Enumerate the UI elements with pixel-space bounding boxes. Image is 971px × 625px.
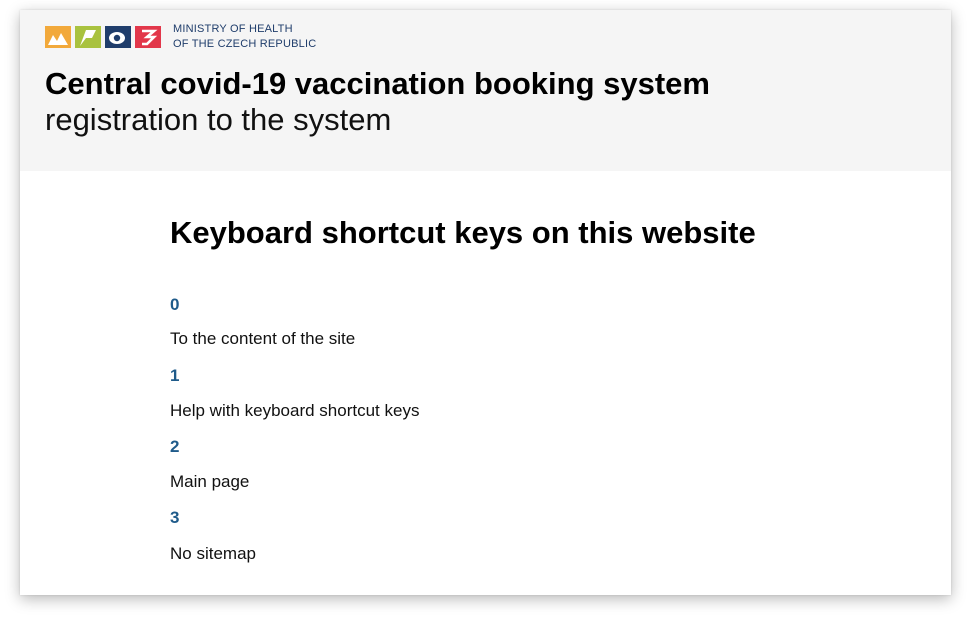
logo-mark-red-icon — [135, 24, 161, 50]
shortcut-key: 2 — [170, 437, 180, 456]
site-subtitle: registration to the system — [45, 102, 392, 137]
logo-mark-blue-icon — [105, 24, 131, 50]
main-content — [170, 213, 870, 563]
logo-mark-green-icon — [75, 24, 101, 50]
page-title: Keyboard shortcut keys on this website — [170, 215, 756, 250]
ministry-line-1: MINISTRY OF HEALTH — [173, 23, 293, 35]
site-header — [20, 10, 951, 171]
ministry-logo[interactable] — [45, 22, 316, 54]
shortcut-key: 0 — [170, 295, 180, 314]
logo-marks — [45, 24, 161, 50]
shortcut-description: To the content of the site — [170, 329, 356, 348]
shortcut-key: 3 — [170, 508, 180, 527]
ministry-line-2: OF THE CZECH REPUBLIC — [173, 38, 317, 50]
logo-mark-orange-icon — [45, 24, 71, 50]
site-title: Central covid-19 vaccination booking system — [45, 66, 710, 101]
browser-window — [20, 10, 951, 595]
shortcut-description: Main page — [170, 472, 250, 491]
ministry-name — [173, 22, 316, 52]
shortcut-key: 1 — [170, 366, 180, 385]
shortcut-description: No sitemap — [170, 544, 256, 563]
shortcut-description: Help with keyboard shortcut keys — [170, 401, 420, 420]
